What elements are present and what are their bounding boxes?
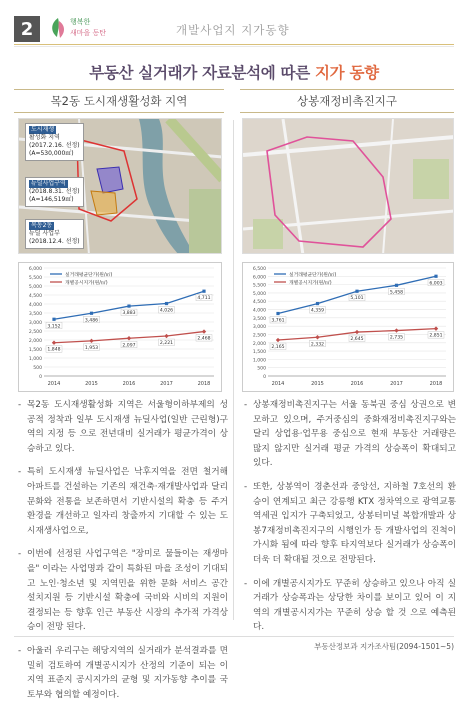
- right-map-drawing: [243, 119, 454, 254]
- data-label: 5,101: [350, 296, 364, 302]
- x-tick-label: 2016: [350, 381, 364, 387]
- right-bullet: - 상봉재정비촉진지구는 서울 동북권 중심 상권으로 변모하고 있으며, 주거중심의 중화재정비촉진지구와는 달리 상업용·업무용 중심으로 현재 부동산 거래량은 많지 않지만 실거래 평균 가격의 상승폭이 확대되고 있다.: [244, 398, 456, 471]
- map-label-mokdong2-area: 목동2동 뉴딜 사업부 (2018.12.4. 선정): [25, 219, 84, 249]
- y-tick-label: 1,000: [252, 358, 266, 364]
- page-header: [0, 0, 468, 50]
- y-tick-label: 1,500: [28, 348, 42, 353]
- y-tick-label: 2,000: [252, 341, 266, 347]
- right-bullet: - 이에 개별공시지가도 꾸준히 상승하고 있으나 아직 실거래가 상승폭과는 상당한 차이를 보이고 있어 이 지역의 개별공시지가는 꾸준히 상승 할 것 으로 예측된다.: [244, 577, 456, 635]
- y-tick-label: 4,500: [252, 300, 266, 306]
- y-tick-label: 3,500: [28, 312, 42, 317]
- x-tick-label: 2017: [390, 381, 403, 387]
- right-aerial-map: [242, 118, 454, 254]
- page-number: 2: [14, 16, 40, 42]
- left-bullet: - 아울러 우리구는 해당지역의 실거래가 분석결과를 면밀히 검토하여 개별공시지가 산정의 기준이 되는 이 지역 표준지 공시지가의 균형 및 지가동향 추이를 국토부와 협의할 예정이다.: [18, 644, 228, 702]
- data-label: 6,003: [429, 281, 443, 287]
- y-tick-label: 0: [263, 375, 266, 380]
- right-bullet: - 또한, 상봉역이 경춘선과 중앙선, 지하철 7호선의 환승이 연계되고 최근 강릉행 KTX 정차역으로 광역교통 역세권 입지가 구축되었고, 상봉터미널 복합개발과 상봉7재정비촉진지구의 시행인가 등 개발사업의 진척이 가시화 됨에 따라 향후 타지역보다 실거래가 상승폭이 더욱 더 확대될 것으로 전망된다.: [244, 480, 456, 568]
- legend-label: 개별공시지가(원/㎡): [65, 280, 108, 286]
- logo-line-1: 행복한: [70, 18, 91, 26]
- y-tick-label: 2,500: [28, 330, 42, 335]
- left-heading-rule-top: [14, 89, 224, 90]
- data-label: 3,883: [122, 311, 136, 317]
- data-label: 4,026: [159, 308, 174, 314]
- y-tick-label: 3,000: [28, 321, 42, 326]
- legend-label: 실거래평균단가(원/㎡): [65, 272, 113, 278]
- x-tick-label: 2018: [429, 381, 443, 387]
- y-tick-label: 4,500: [28, 294, 42, 299]
- data-label: 5,458: [389, 290, 404, 296]
- x-tick-label: 2014: [47, 381, 61, 387]
- left-bullet: - 목2동 도시재생활성화 지역은 서울형이하부제의 성공적 정착과 일부 도시재생 뉴딜사업(일반 근린형)구역의 지정 등 으로 전년대비 실거래가 평균가격이 상승하고 있다.: [18, 398, 228, 456]
- right-heading-rule-top: [240, 89, 454, 90]
- page-title: [0, 61, 468, 83]
- data-label: 1,953: [84, 345, 99, 351]
- header-divider: [14, 44, 454, 45]
- data-point: [127, 305, 130, 308]
- y-tick-label: 4,000: [252, 308, 266, 314]
- left-column-heading: 목2동 도시재생활성화 지역: [50, 94, 188, 108]
- y-tick-label: 5,000: [28, 285, 42, 290]
- footer-contact: 부동산정보과 지가조사팀(2094-1501~5): [314, 642, 454, 651]
- y-tick-label: 0: [39, 375, 42, 380]
- title-highlight: 지가 동향: [315, 64, 379, 82]
- y-tick-label: 6,000: [28, 267, 42, 272]
- y-tick-label: 3,500: [252, 316, 266, 322]
- legend-label: 실거래평균단가(원/㎡): [289, 272, 337, 278]
- data-label: 2,165: [271, 345, 285, 351]
- data-point: [395, 284, 398, 287]
- left-heading-rule-bottom: [14, 112, 224, 113]
- left-chart-svg: [18, 262, 222, 392]
- map-label-regeneration-area: 도시재생 활성화 지역 (2017.2.16. 선정) (A=530,000㎡): [25, 123, 84, 161]
- data-point: [276, 312, 279, 315]
- data-label: 2,097: [122, 343, 136, 349]
- data-label: 2,221: [159, 341, 174, 347]
- y-tick-label: 500: [257, 366, 266, 372]
- data-label: 2,735: [389, 335, 404, 341]
- left-bullet: - 이번에 선정된 사업구역은 "장미로 물들이는 재생마을" 이라는 사업명과 같이 특화된 마을 조성이 기대되고 노인·청소년 및 지역민을 위한 문화 서비스 공간 설치지원 등 기반시설 확충에 국비와 시비의 지원이 결정되는 등 향후 인근 부동산 시장의 추가적 가격상승이 전망 된다.: [18, 547, 228, 635]
- data-point: [316, 302, 319, 305]
- data-label: 2,468: [197, 336, 211, 342]
- data-label: 1,848: [47, 347, 61, 353]
- y-tick-label: 6,500: [252, 267, 266, 272]
- y-tick-label: 1,000: [28, 357, 42, 362]
- data-point: [52, 318, 55, 321]
- left-bullet: - 특히 도시재생 뉴딜사업은 낙후지역을 전면 철거해 아파트를 건설하는 기존의 재건축·재개발사업과 달리 문화와 전통을 보존하면서 기반시설의 확충 등 주거환경을 개선하고 일자리 창출까지 기대할 수 있는 도시재생사업으로,: [18, 465, 228, 538]
- y-tick-label: 2,000: [28, 339, 42, 344]
- data-label: 2,851: [429, 333, 443, 339]
- data-label: 3,761: [271, 318, 285, 324]
- logo: [48, 15, 118, 43]
- y-tick-label: 500: [33, 366, 42, 371]
- column-divider: [233, 120, 234, 620]
- left-bullet-list: [18, 398, 228, 711]
- data-point: [90, 312, 93, 315]
- x-tick-label: 2018: [197, 381, 211, 387]
- x-tick-label: 2015: [311, 381, 324, 387]
- data-label: 4,359: [310, 308, 325, 314]
- data-point: [434, 275, 437, 278]
- data-label: 3,152: [47, 324, 61, 330]
- x-tick-label: 2016: [122, 381, 136, 387]
- footer-divider: [14, 636, 454, 637]
- x-tick-label: 2015: [85, 381, 98, 387]
- data-label: 3,486: [84, 318, 99, 324]
- y-tick-label: 6,000: [252, 275, 266, 281]
- data-label: 2,645: [350, 337, 364, 343]
- title-main: 부동산 실거래가 자료분석에 따른: [89, 64, 315, 82]
- x-tick-label: 2014: [271, 381, 285, 387]
- map-label-newdeal-area: 뉴딜사업구역 (2018.8.31. 선정) (A=146,519㎡): [25, 177, 84, 207]
- right-bullet-list: [244, 398, 456, 644]
- leaf-logo-icon: [48, 17, 68, 39]
- y-tick-label: 4,000: [28, 303, 42, 308]
- legend-label: 개별공시지가(원/㎡): [289, 280, 332, 286]
- data-point: [202, 290, 205, 293]
- x-tick-label: 2017: [160, 381, 173, 387]
- left-price-chart: [18, 262, 222, 392]
- data-point: [165, 302, 168, 305]
- right-price-chart: [242, 262, 454, 392]
- left-aerial-map: [18, 118, 222, 254]
- y-tick-label: 1,500: [252, 350, 266, 356]
- data-label: 2,332: [310, 342, 325, 348]
- section-title: 개발사업지 지가동향: [176, 23, 290, 37]
- data-label: 4,711: [197, 296, 211, 302]
- y-tick-label: 5,500: [28, 276, 42, 281]
- logo-line-2: 새마을 동탄: [70, 29, 107, 37]
- y-tick-label: 2,500: [252, 333, 266, 339]
- data-point: [355, 290, 358, 293]
- header-divider-thin: [14, 46, 454, 47]
- right-column-heading: 상봉재정비촉진지구: [297, 94, 397, 108]
- y-tick-label: 3,000: [252, 325, 266, 331]
- y-tick-label: 5,000: [252, 291, 266, 297]
- right-chart-svg: [242, 262, 454, 392]
- right-heading-rule-bottom: [240, 112, 454, 113]
- y-tick-label: 5,500: [252, 283, 266, 289]
- logo-text: [70, 17, 106, 39]
